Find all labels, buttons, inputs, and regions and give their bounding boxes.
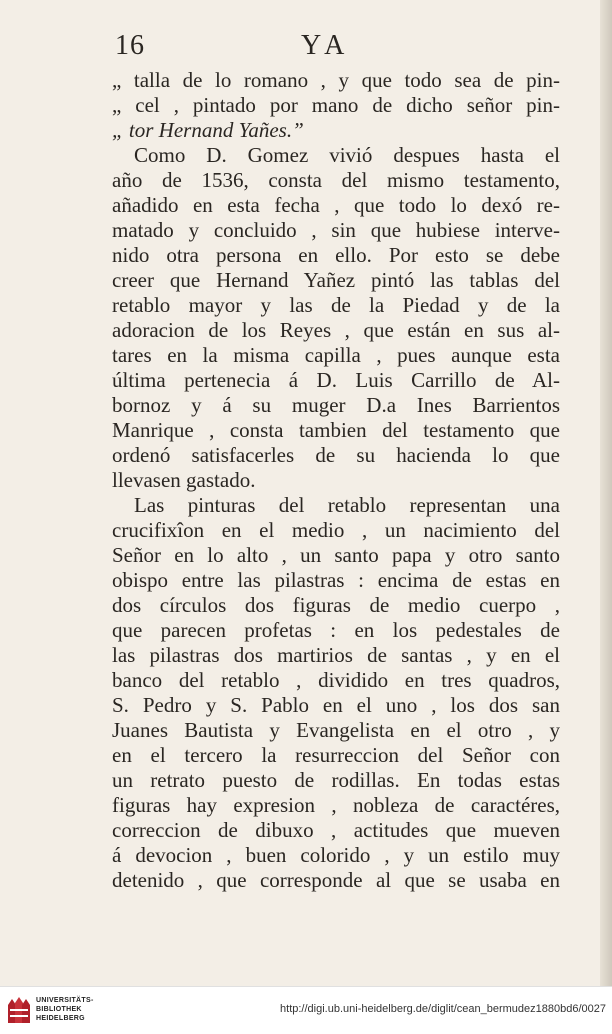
body-text bbox=[112, 68, 560, 893]
text-line: que parecen profetas : en los pedestales de bbox=[112, 618, 560, 642]
text-line: tares en la misma capilla , pues aunque esta bbox=[112, 343, 560, 367]
text-line: Las pinturas del retablo representan una bbox=[134, 493, 560, 517]
page-edge bbox=[600, 0, 612, 986]
page-number: 16 bbox=[115, 30, 145, 61]
text-line: un retrato puesto de rodillas. En todas estas bbox=[112, 768, 560, 792]
text-line: Como D. Gomez vivió despues hasta el bbox=[134, 143, 560, 167]
heidelberg-university-library-logo-icon[interactable] bbox=[6, 995, 32, 1025]
text-line: año de 1536, consta del mismo testamento, bbox=[112, 168, 560, 192]
text-line: creer que Hernand Yañez pintó las tablas del bbox=[112, 268, 560, 292]
source-url-link[interactable]: http://digi.ub.uni-heidelberg.de/diglit/cean_bermudez1880bd6/0027 bbox=[280, 1003, 606, 1015]
text-line: dos círculos dos figuras de medio cuerpo , bbox=[112, 593, 560, 617]
text-line: en el tercero la resurreccion del Señor con bbox=[112, 743, 560, 767]
library-name bbox=[36, 996, 94, 1023]
text-line: crucifixîon en el medio , un nacimiento del bbox=[112, 518, 560, 542]
library-name-line: HEIDELBERG bbox=[36, 1015, 85, 1022]
text-line: „ cel , pintado por mano de dicho señor pin- bbox=[112, 93, 560, 117]
text-line: figuras hay expresion , nobleza de caractéres, bbox=[112, 793, 560, 817]
text-line: S. Pedro y S. Pablo en el uno , los dos san bbox=[112, 693, 560, 717]
library-name-line: UNIVERSITÄTS- bbox=[36, 997, 94, 1004]
library-name-line: BIBLIOTHEK bbox=[36, 1006, 82, 1013]
text-line: „ tor Hernand Yañes.” bbox=[112, 118, 304, 142]
page-header bbox=[115, 30, 555, 64]
text-line: nido otra persona en ello. Por esto se debe bbox=[112, 243, 560, 267]
text-line: añadido en esta fecha , que todo lo dexó re- bbox=[112, 193, 560, 217]
text-line: matado y concluido , sin que hubiese interve- bbox=[112, 218, 560, 242]
text-line: banco del retablo , dividido en tres quadros, bbox=[112, 668, 560, 692]
text-line: á devocion , buen colorido , y un estilo muy bbox=[112, 843, 560, 867]
running-head: YA bbox=[301, 30, 351, 61]
text-line: llevasen gastado. bbox=[112, 468, 256, 492]
text-line: adoracion de los Reyes , que están en sus al- bbox=[112, 318, 560, 342]
text-line: retablo mayor y las de la Piedad y de la bbox=[112, 293, 560, 317]
text-line: Juanes Bautista y Evangelista en el otro , y bbox=[112, 718, 560, 742]
text-line: „ talla de lo romano , y que todo sea de pin- bbox=[112, 68, 560, 92]
text-line: Manrique , consta tambien del testamento que bbox=[112, 418, 560, 442]
text-line: ordenó satisfacerles de su hacienda lo que bbox=[112, 443, 560, 467]
text-line: última pertenecia á D. Luis Carrillo de Al- bbox=[112, 368, 560, 392]
text-line: bornoz y á su muger D.a Ines Barrientos bbox=[112, 393, 560, 417]
text-line: correccion de dibuxo , actitudes que mueven bbox=[112, 818, 560, 842]
viewer-footer bbox=[0, 986, 612, 1034]
text-line: Señor en lo alto , un santo papa y otro santo bbox=[112, 543, 560, 567]
text-line: obispo entre las pilastras : encima de estas en bbox=[112, 568, 560, 592]
text-line: detenido , que corresponde al que se usaba en bbox=[112, 868, 560, 892]
text-line: las pilastras dos martirios de santas , y en el bbox=[112, 643, 560, 667]
